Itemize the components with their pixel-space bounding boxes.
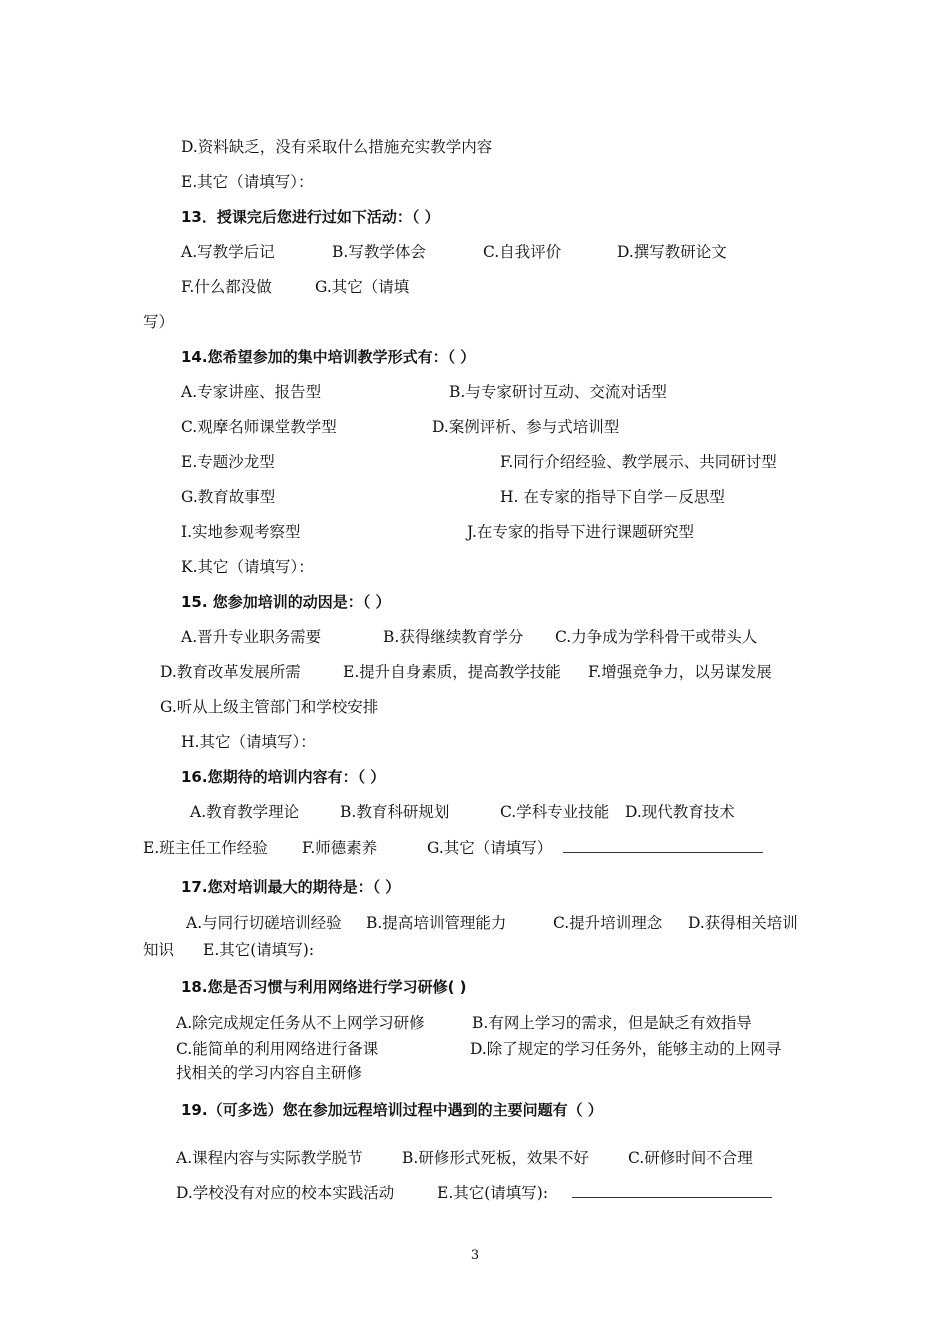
option-line: D.现代教育技术: [625, 803, 735, 821]
option-line: 写）: [143, 313, 175, 331]
option-line: D.教育改革发展所需: [160, 663, 301, 681]
question-14: 14.您希望参加的集中培训教学形式有：（ ）: [181, 348, 476, 366]
option-line: B.教育科研规划: [340, 803, 450, 821]
option-line: I.实地参观考察型: [181, 523, 301, 541]
answer-blank[interactable]: [563, 838, 763, 858]
option-line: C.能简单的利用网络进行备课: [176, 1040, 379, 1058]
question-15: 15. 您参加培训的动因是：（ ）: [181, 593, 391, 611]
option-line: D.资料缺乏，没有采取什么措施充实教学内容: [181, 138, 493, 156]
option-line: C.提升培训理念: [553, 914, 663, 932]
option-line: E.班主任工作经验: [143, 839, 268, 857]
option-line: G.其它（请填: [315, 278, 410, 296]
option-line: G.其它（请填写）: [427, 839, 553, 857]
option-line: B.获得继续教育学分: [383, 628, 524, 646]
question-16: 16.您期待的培训内容有：（ ）: [181, 768, 386, 786]
option-line: G.听从上级主管部门和学校安排: [160, 698, 379, 716]
option-line: 找相关的学习内容自主研修: [176, 1064, 363, 1082]
option-line: J.在专家的指导下进行课题研究型: [467, 523, 694, 541]
option-line: A.与同行切磋培训经验: [186, 914, 342, 932]
option-line: C.自我评价: [483, 243, 562, 261]
option-line: B.提高培训管理能力: [366, 914, 507, 932]
question-13: 13．授课完后您进行过如下活动：（ ）: [181, 208, 440, 226]
option-line: K.其它（请填写）：: [181, 558, 314, 576]
option-line: B.与专家研讨互动、交流对话型: [449, 383, 667, 401]
option-line: B.研修形式死板，效果不好: [402, 1149, 589, 1167]
option-line: C.观摩名师课堂教学型: [181, 418, 337, 436]
option-line: D.除了规定的学习任务外，能够主动的上网寻: [470, 1040, 782, 1058]
option-line: D.案例评析、参与式培训型: [432, 418, 620, 436]
option-line: D.学校没有对应的校本实践活动: [176, 1184, 395, 1202]
answer-blank[interactable]: [572, 1183, 772, 1203]
option-line: E.其它(请填写):: [203, 941, 315, 959]
option-line: A.专家讲座、报告型: [181, 383, 322, 401]
option-line: F.师德素养: [302, 839, 378, 857]
option-line: E.提升自身素质，提高教学技能: [343, 663, 561, 681]
option-line: A.写教学后记: [181, 243, 275, 261]
option-line: D.获得相关培训: [688, 914, 798, 932]
option-line: H. 在专家的指导下自学－反思型: [500, 488, 725, 506]
option-line: A.教育教学理论: [190, 803, 300, 821]
option-line: B.写教学体会: [332, 243, 426, 261]
option-line: E.其它（请填写）：: [181, 173, 314, 191]
option-line: B.有网上学习的需求，但是缺乏有效指导: [472, 1014, 752, 1032]
option-line: C.研修时间不合理: [628, 1149, 753, 1167]
option-line: H.其它（请填写）：: [181, 733, 316, 751]
option-line: A.课程内容与实际教学脱节: [176, 1149, 363, 1167]
option-line: F.同行介绍经验、教学展示、共同研讨型: [500, 453, 777, 471]
option-line: F.增强竞争力，以另谋发展: [588, 663, 772, 681]
option-line: C.力争成为学科骨干或带头人: [555, 628, 758, 646]
option-line: E.其它(请填写):: [437, 1184, 549, 1202]
page-number: 3: [470, 1248, 480, 1263]
option-line: E.专题沙龙型: [181, 453, 275, 471]
option-line: 知识: [143, 941, 175, 959]
option-line: G.教育故事型: [181, 488, 276, 506]
option-line: C.学科专业技能: [500, 803, 610, 821]
option-line: D.撰写教研论文: [617, 243, 727, 261]
option-line: A.除完成规定任务从不上网学习研修: [176, 1014, 425, 1032]
option-line: A.晋升专业职务需要: [181, 628, 322, 646]
question-18: 18.您是否习惯与利用网络进行学习研修( ): [181, 978, 467, 996]
question-17: 17.您对培训最大的期待是：（ ）: [181, 878, 401, 896]
question-19: 19.（可多选）您在参加远程培训过程中遇到的主要问题有（ ）: [181, 1101, 603, 1119]
option-line: F.什么都没做: [181, 278, 272, 296]
